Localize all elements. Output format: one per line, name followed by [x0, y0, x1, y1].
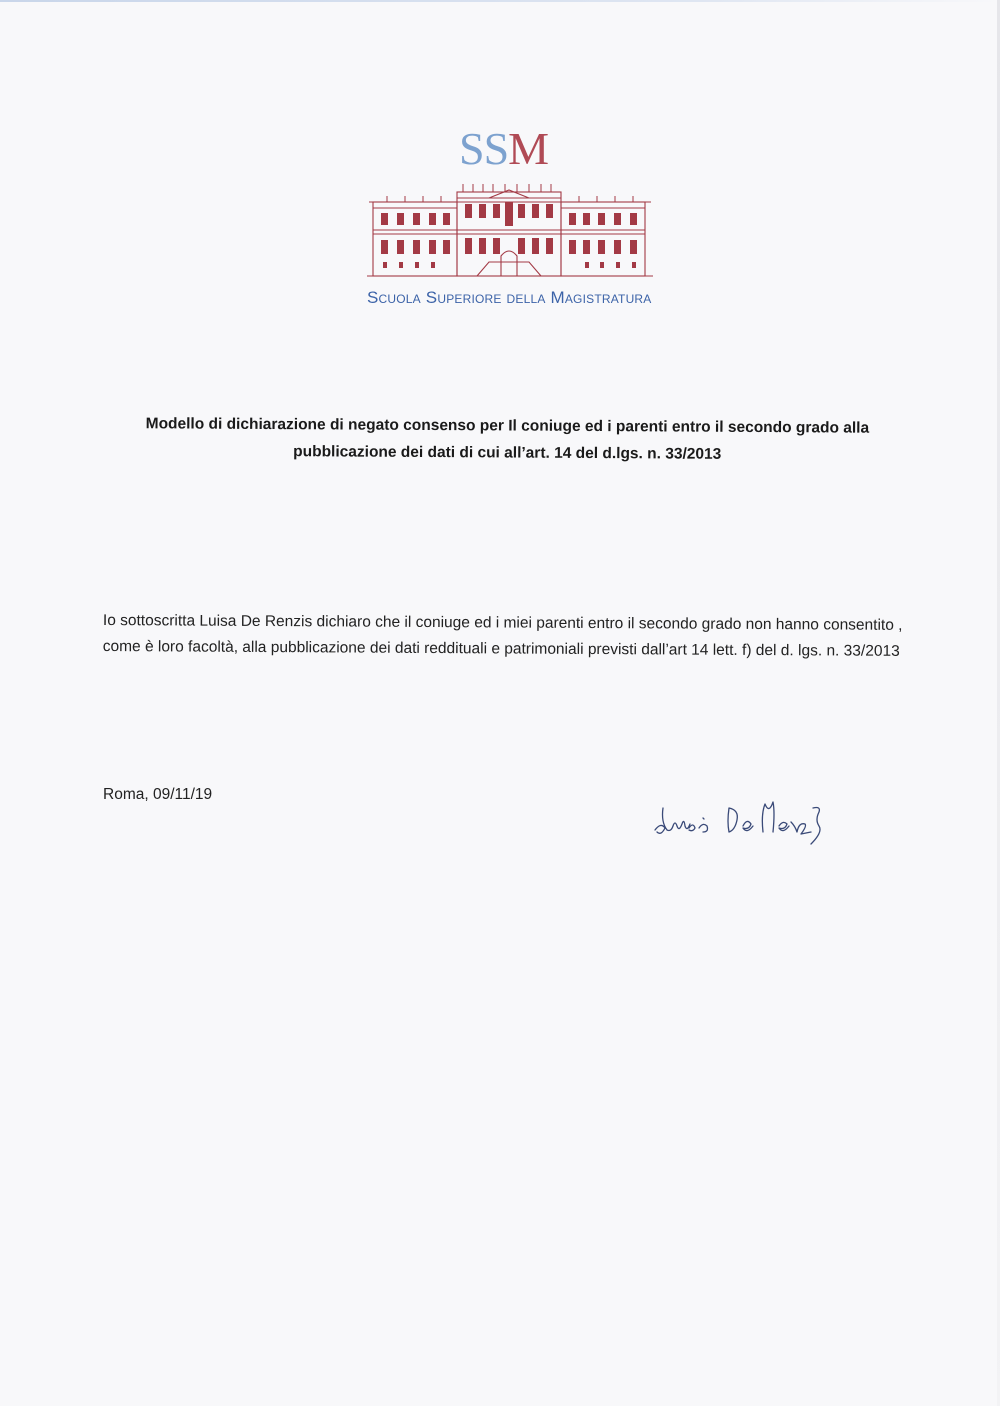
logo-mark: [459, 123, 549, 174]
document-title: [100, 410, 915, 469]
ssm-logo: [355, 122, 665, 312]
scan-top-edge: [0, 0, 1000, 2]
logo-mark-ss: SS: [459, 123, 509, 174]
logo-mark-m: M: [508, 123, 549, 174]
title-line-2: pubblicazione dei dati di cui all’art. 14 del d.lgs. n. 33/2013: [293, 443, 722, 463]
handwritten-signature: [645, 778, 845, 848]
place-and-date: Roma, 09/11/19: [103, 786, 213, 803]
title-line-1: Modello di dichiarazione di negato consenso per Il coniuge ed i parenti entro il secondo grado alla: [145, 415, 870, 437]
logo-caption: Scuola Superiore della Magistratura: [367, 288, 652, 307]
palace-building-icon: [365, 182, 655, 280]
declaration-paragraph: Io sottoscritta Luisa De Renzis dichiaro che il coniuge ed i miei parenti entro il secondo grado non hanno consentito , come è loro facoltà, alla pubblicazione dei dati reddituali e patrimoniali previsti dall’art 14 lett. f) del d. lgs. n. 33/2013: [102, 611, 903, 660]
declaration-body: [103, 608, 913, 665]
